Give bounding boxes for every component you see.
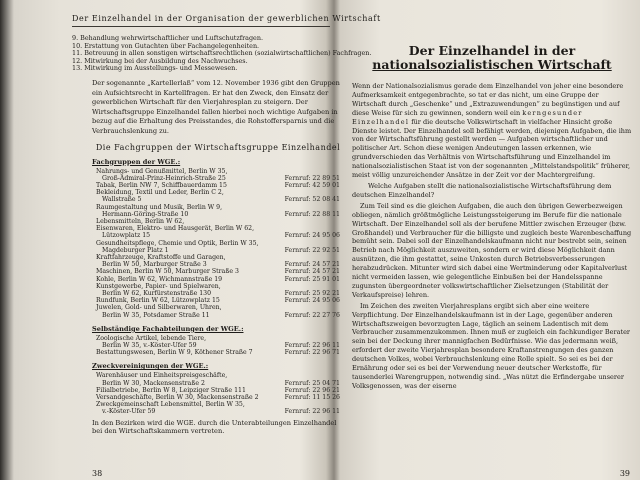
directory-entry bbox=[96, 312, 340, 319]
entry-phone: Fernruf: 22 89 51 bbox=[284, 174, 340, 182]
entry-name: Berlin W 35, Potsdamer Straße 11 bbox=[102, 311, 210, 319]
body-paragraph bbox=[352, 82, 634, 180]
entry-name: Lützowplatz 15 bbox=[102, 232, 151, 240]
directory-entry bbox=[96, 290, 340, 297]
directory-entry bbox=[96, 283, 340, 290]
entry-name: Bekleidung, Textil und Leder, Berlin C 2, bbox=[96, 189, 224, 197]
directory-entry bbox=[96, 254, 340, 261]
entry-name: Nahrungs- und Genußmittel, Berlin W 35, bbox=[96, 167, 228, 175]
directory-entry bbox=[96, 380, 340, 387]
subheading-selbstaendig: Selbständige Fachabteilungen der WGE.: bbox=[92, 324, 244, 333]
entry-phone: Fernruf: 25 92 21 bbox=[284, 289, 340, 297]
entry-name: Maschinen, Berlin W 50, Marburger Straße 3 bbox=[96, 268, 239, 276]
entry-phone: Fernruf: 22 96 71 bbox=[284, 349, 340, 357]
directory-entry bbox=[96, 387, 340, 394]
selbstaendig-list bbox=[96, 335, 340, 357]
entry-name: Kunstgewerbe, Papier- und Spielwaren, bbox=[96, 282, 221, 290]
directory-entry bbox=[96, 182, 340, 189]
list-item: 12. Mitwirkung bei der Ausbildung des Nachwuchses. bbox=[72, 56, 248, 65]
directory-entry bbox=[96, 175, 340, 182]
entry-name: Eisenwaren, Elektro- und Hausgerät, Berlin W 62, bbox=[96, 225, 255, 233]
entry-name: Gesundheitspflege, Chemie und Optik, Berlin W 35, bbox=[96, 239, 259, 247]
entry-phone: Fernruf: 24 95 06 bbox=[284, 232, 340, 240]
directory-entry bbox=[96, 372, 340, 379]
directory-entry bbox=[96, 211, 340, 218]
zweck-list bbox=[96, 372, 340, 415]
entry-phone: Fernruf: 22 88 11 bbox=[284, 210, 340, 218]
entry-name: Warenhäuser und Einheitspreisgeschäfte, bbox=[96, 372, 228, 380]
directory-entry bbox=[96, 401, 340, 408]
chapter-title bbox=[372, 44, 612, 72]
directory-entry bbox=[96, 225, 340, 232]
body-paragraph: Im Zeichen des zweiten Vierjahresplans ergibt sich aber eine weitere Verpflichtung. Der Einzelhandelskaufmann ist in der Lage, gegenüber anderen Wirtschaftszweigen bevorzugten Lage, täglich an seinem Ladentisch mit dem Verbraucher zusammenzukommen. Ihnen muß er zugleich ein fachkundiger Berater sein bei der Deckung ihrer mannigfachen Bedürfnisse. Wie das jedermann weiß, erfordert der zweite Vierjahresplan besondere Kraftanstrengungen des ganzen deutschen Volkes, wobei Verbrauchslenkung eine Rolle spielt. So sei es bei der Ernährung oder sei es bei der Verwendung neuer deutscher Werkstoffe, für tausenderlei Warengruppen, notwendig sind. „Was nützt die Erfindergabe unserer Volksgenossen, was der eiserne bbox=[352, 301, 631, 390]
closing-paragraph: In den Bezirken wird die WGE. durch die Unterabteilungen Einzelhandel bei den Wirtschaftskammern vertreten. bbox=[92, 418, 337, 435]
entry-name: Magdeburger Platz 1 bbox=[102, 246, 169, 254]
entry-name: Kohle, Berlin W 62, Wichmannstraße 19 bbox=[96, 275, 223, 283]
entry-name: Berlin W 62, Kurfürstenstraße 130 bbox=[102, 289, 212, 297]
entry-phone: Fernruf: 42 59 01 bbox=[284, 181, 340, 189]
entry-name: Hermann-Göring-Straße 10 bbox=[102, 210, 189, 218]
list-item: 11. Betreuung in allen sonstigen wirtschaftsrechtlichen (sozialwirtschaftlichen) Fachfragen. bbox=[72, 49, 372, 58]
right-body bbox=[352, 82, 634, 391]
entry-phone: Fernruf: 22 27 76 bbox=[284, 311, 340, 319]
entry-phone: Fernruf: 22 96 21 bbox=[284, 386, 340, 394]
entry-name: Raumgestaltung und Musik, Berlin W 9, bbox=[96, 203, 223, 211]
directory-entry bbox=[96, 304, 340, 311]
directory-entry bbox=[96, 268, 340, 275]
directory-entry bbox=[96, 240, 340, 247]
entry-phone: Fernruf: 11 15 26 bbox=[284, 394, 340, 402]
entry-phone: Fernruf: 52 08 41 bbox=[284, 196, 340, 204]
directory-entry bbox=[96, 168, 340, 175]
page-number-left: 38 bbox=[92, 469, 103, 478]
entry-name: Bestattungswesen, Berlin W 9, Köthener Straße 7 bbox=[96, 349, 253, 357]
list-item: 13. Mitwirkung im Ausstellungs- und Messewesen. bbox=[72, 64, 238, 73]
directory-entry bbox=[96, 204, 340, 211]
left-page bbox=[14, 0, 381, 480]
directory-entry bbox=[96, 297, 340, 304]
entry-name: Zweckgemeinschaft Lebensmittel, Berlin W 35, bbox=[96, 401, 245, 409]
directory-entry bbox=[96, 196, 340, 203]
entry-name: Tabak, Berlin NW 7, Schiffbauerdamm 15 bbox=[96, 181, 227, 189]
body-text: für die deutsche Volkswirtschaft in vielfacher Hinsicht große Dienste leistet. Der Einzelhandel soll befähigt werden, diejenigen Aufgaben, die ihm von der Wirtschaftsführung gestellt werden — Aufgaben wirtschaftlicher und politischer Art. Schon diese wenigen Andeutungen lassen erkennen, wie grundverschieden das Verhältnis von Wirtschaftsführung und Einzelhandel im nationalsozialistischen Staat ist von der sogenannten „Mittelstandspolitik“ früherer, meist völlig unzureichender Ansätze in der Zeit vor der Machtergreifung. bbox=[352, 117, 632, 180]
section-heading: Die Fachgruppen der Wirtschaftsgruppe Einzelhandel bbox=[95, 142, 341, 152]
entry-name: Versandgeschäfte, Berlin W 30, Mackensenstraße 2 bbox=[96, 394, 259, 402]
directory-entry bbox=[96, 261, 340, 268]
entry-phone: Fernruf: 24 57 21 bbox=[284, 261, 340, 269]
body-paragraph: Welche Aufgaben stellt die nationalsozialistische Wirtschaftsführung dem deutschen Einzelhandel? bbox=[352, 181, 612, 199]
numbered-list bbox=[72, 34, 372, 73]
entry-name: Filialbetriebe, Berlin W 8, Leipziger Straße 111 bbox=[96, 386, 246, 394]
entry-name: v.-Köster-Ufer 59 bbox=[102, 408, 156, 416]
right-page bbox=[342, 0, 636, 480]
fachgruppen-list bbox=[96, 168, 340, 319]
directory-entry bbox=[96, 276, 340, 283]
entry-phone: Fernruf: 24 57 21 bbox=[284, 268, 340, 276]
body-text: Wenn der Nationalsozialismus gerade dem Einzelhandel von jeher eine besondere Aufmerksamkeit entgegenbrachte, so tat er das nicht, um eine Gruppe der Wirtschaft durch „Geschenke“ und „Extrazuwendungen“ zu begünstigen und auf diese Weise für sich zu gewinnen, sondern weil ein bbox=[352, 82, 624, 117]
chapter-title-line2: nationalsozialistischen Wirtschaft bbox=[372, 57, 612, 72]
entry-name: Lebensmitteln, Berlin W 62, bbox=[96, 217, 185, 225]
entry-name: Kraftfahrzeuge, Kraftstoffe und Garagen, bbox=[96, 253, 226, 261]
entry-phone: Fernruf: 22 92 51 bbox=[284, 246, 340, 254]
directory-entry bbox=[96, 189, 340, 196]
entry-phone: Fernruf: 22 96 11 bbox=[284, 408, 340, 416]
directory-entry bbox=[96, 247, 340, 254]
directory-entry bbox=[96, 232, 340, 239]
entry-name: Wallstraße 5 bbox=[102, 196, 142, 204]
body-paragraph: Zum Teil sind es die gleichen Aufgaben, die auch den übrigen Gewerbezweigen obliegen, nämlich größtmögliche Leistungssteigerung im Berufe für die nationale Wirtschaft. Der Einzelhandel soll als der berufene Mittler zwischen Erzeuger (bzw. Großhandel) und Verbraucher für die billigste und zugleich beste Warenbeschaffung bemüht sein. Dabei soll der Einzelhandelskaufmann nicht nur bestrebt sein, seinen Betrieb nach Möglichkeit auszuweiten, sondern er wird diese Möglichkeit dann ausnützen, die ihm gestattet, seine Unkosten durch Betriebsverbesserungen herabzudrücken. Mitunter wird sich dabei eine Wertminderung oder Kapitalverlust nicht vermeiden lassen, wie gelegentliche Einbußen bei der Handelsspanne zugunsten übergeordneter volkswirtschaftlicher Zielsetzungen (Stabilität der Verkaufspreise) lehren. bbox=[352, 201, 632, 299]
entry-phone: Fernruf: 25 04 71 bbox=[284, 379, 340, 387]
entry-name: Rundfunk, Berlin W 62, Lützowplatz 15 bbox=[96, 297, 220, 305]
directory-entry bbox=[96, 335, 340, 342]
kartellerlass-paragraph: Der sogenannte „Kartellerlaß“ vom 12. November 1936 gibt den Gruppen ein Aufsichtsrecht in Kartellfragen. Er hat den Zweck, den Einsatz der gewerblichen Wirtschaft für den Vierjahresplan zu steigern. Der Wirtschaftsgruppe Einzelhandel fallen hierbei noch wichtige Aufgaben in bezug auf die Erhaltung des Preisstandes, die Rohstoffersparnis und die Verbrauchslenkung zu. bbox=[92, 78, 340, 135]
directory-entry bbox=[96, 218, 340, 225]
entry-name: Groß-Admiral-Prinz-Heinrich-Straße 25 bbox=[102, 174, 226, 182]
directory-entry bbox=[96, 349, 340, 356]
subheading-zweck: Zweckvereinigungen der WGE.: bbox=[92, 362, 209, 371]
entry-name: Berlin W 50, Marburger Straße 3 bbox=[102, 261, 207, 269]
list-item: 10. Erstattung von Gutachten über Fachangelegenheiten. bbox=[72, 41, 260, 50]
entry-name: Zoologische Artikel, lebende Tiere, bbox=[96, 334, 207, 342]
entry-name: Berlin W 35, v.-Köster-Ufer 59 bbox=[102, 342, 197, 349]
entry-phone: Fernruf: 24 95 06 bbox=[284, 297, 340, 305]
entry-phone: Fernruf: 25 91 01 bbox=[284, 275, 340, 283]
subheading-fachgruppen: Fachgruppen der WGE.: bbox=[92, 157, 181, 166]
directory-entry bbox=[96, 342, 340, 349]
running-head: Der Einzelhandel in der Organisation der gewerblichen Wirtschaft bbox=[72, 14, 330, 27]
entry-name: Juwelen, Gold- und Silberwaren, Uhren, bbox=[96, 304, 222, 312]
page-number-right: 39 bbox=[619, 469, 630, 478]
emphasized-text: kerngesunder Einzelhandel bbox=[352, 108, 583, 126]
directory-entry bbox=[96, 394, 340, 401]
list-item: 9. Behandlung wehrwirtschaftlicher und Luftschutzfragen. bbox=[72, 34, 263, 42]
entry-phone: Fernruf: 22 96 11 bbox=[284, 342, 340, 349]
directory-entry bbox=[96, 408, 340, 415]
entry-name: Berlin W 30, Mackensenstraße 2 bbox=[102, 379, 205, 387]
chapter-title-line1: Der Einzelhandel in der bbox=[408, 43, 576, 58]
